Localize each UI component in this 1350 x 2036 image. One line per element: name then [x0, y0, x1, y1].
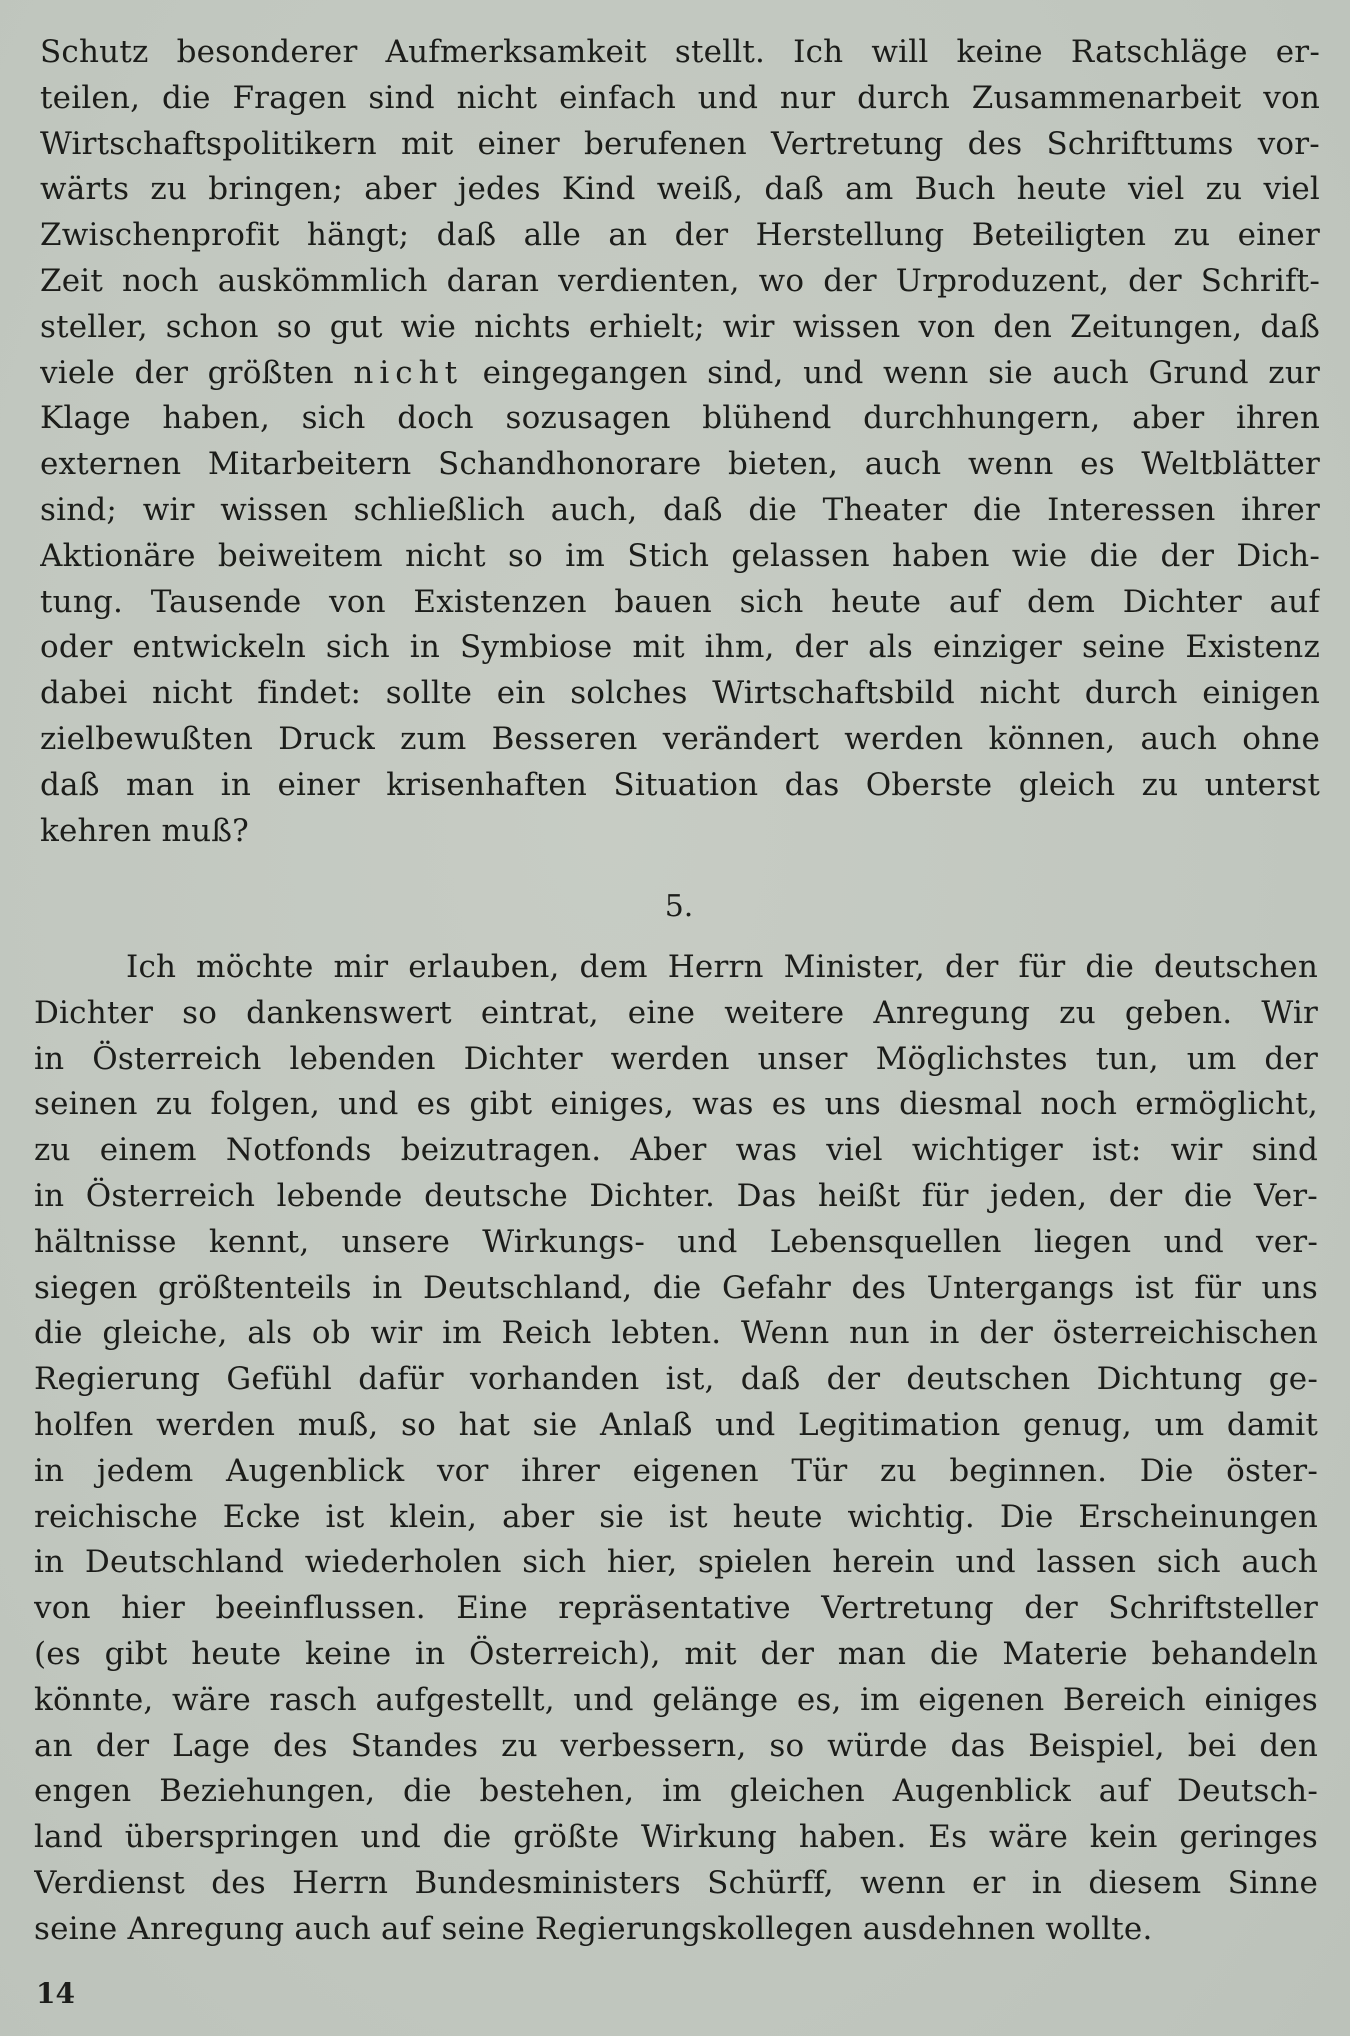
text-line: in Deutschland wiederholen sich hier, spielen herein und lassen sich auch — [34, 1544, 1318, 1581]
text-line: zielbewußten Druck zum Besseren verändert werden können, auch ohne — [40, 720, 1320, 757]
text-line: teilen, die Fragen sind nicht einfach und nur durch Zusammenarbeit von — [40, 79, 1320, 116]
text-line: holfen werden muß, so hat sie Anlaß und Legitimation genug, um damit — [34, 1406, 1318, 1443]
text-line: Verdienst des Herrn Bundesministers Schürff, wenn er in diesem Sinne — [34, 1864, 1318, 1901]
text-line: Aktionäre beiweitem nicht so im Stich gelassen haben wie die der Dich- — [40, 537, 1320, 574]
text-line: dabei nicht findet: sollte ein solches Wirtschaftsbild nicht durch einigen — [40, 675, 1320, 712]
text-line: Klage haben, sich doch sozusagen blühend durchhungern, aber ihren — [40, 400, 1320, 437]
text-line: in Österreich lebenden Dichter werden unser Möglichstes tun, um der — [34, 1040, 1318, 1077]
text-line: Ich möchte mir erlauben, dem Herrn Minister, der für die deutschen — [126, 949, 1318, 985]
text-line: Dichter so dankenswert eintrat, eine weitere Anregung zu geben. Wir — [34, 994, 1318, 1031]
text-line: kehren muß? — [40, 812, 249, 849]
text-line: tung. Tausende von Existenzen bauen sich heute auf dem Dichter auf — [40, 583, 1320, 620]
text-line: hältnisse kennt, unsere Wirkungs- und Lebensquellen liegen und ver- — [34, 1223, 1318, 1260]
text-line: steller, schon so gut wie nichts erhielt; wir wissen von den Zeitungen, daß — [40, 308, 1320, 345]
text-line: seine Anregung auch auf seine Regierungskollegen ausdehnen wollte. — [34, 1910, 1153, 1947]
text-segment: viele der größten — [40, 354, 334, 391]
text-line: Zeit noch auskömmlich daran verdienten, wo der Urproduzent, der Schrift- — [40, 262, 1320, 299]
text-line: siegen größtenteils in Deutschland, die Gefahr des Untergangs ist für uns — [34, 1269, 1318, 1306]
text-line: in Österreich lebende deutsche Dichter. Das heißt für jeden, der die Ver- — [34, 1177, 1318, 1214]
text-line: an der Lage des Standes zu verbessern, so würde das Beispiel, bei den — [34, 1727, 1318, 1764]
text-line: sind; wir wissen schließlich auch, daß die Theater die Interessen ihrer — [40, 491, 1320, 528]
text-line: Regierung Gefühl dafür vorhanden ist, daß der deutschen Dichtung ge- — [34, 1361, 1318, 1398]
text-line: in jedem Augenblick vor ihrer eigenen Tür zu beginnen. Die öster- — [34, 1452, 1318, 1489]
text-line: reichische Ecke ist klein, aber sie ist heute wichtig. Die Erscheinungen — [34, 1498, 1318, 1535]
text-line: externen Mitarbeitern Schandhonorare bieten, auch wenn es Weltblätter — [40, 446, 1320, 483]
text-segment: eingegangen sind, und wenn sie auch Grund zur — [482, 354, 1320, 391]
text-line: Schutz besonderer Aufmerksamkeit stellt. Ich will keine Ratschläge er- — [40, 34, 1320, 70]
text-line: könnte, wäre rasch aufgestellt, und gelänge es, im eigenen Bereich einiges — [34, 1681, 1318, 1718]
text-line: wärts zu bringen; aber jedes Kind weiß, daß am Buch heute viel zu viel — [40, 171, 1320, 208]
text-line: die gleiche, als ob wir im Reich lebten. Wenn nun in der österreichischen — [34, 1315, 1318, 1352]
text-line: Zwischenprofit hängt; daß alle an der Herstellung Beteiligten zu einer — [40, 217, 1320, 254]
paragraph-1 — [40, 30, 1320, 854]
page-number: 14 — [36, 1977, 75, 2010]
text-line-with-emphasis — [40, 351, 1320, 397]
section-number: 5. — [664, 889, 694, 924]
text-line: zu einem Notfonds beizutragen. Aber was viel wichtiger ist: wir sind — [34, 1132, 1318, 1169]
text-line: daß man in einer krisenhaften Situation das Oberste gleich zu unterst — [40, 766, 1320, 803]
text-line: (es gibt heute keine in Österreich), mit der man die Materie behandeln — [34, 1635, 1318, 1672]
text-line: Wirtschaftspolitikern mit einer berufenen Vertretung des Schrifttums vor- — [40, 125, 1320, 162]
text-line: seinen zu folgen, und es gibt einiges, was es uns diesmal noch ermöglicht, — [34, 1086, 1318, 1123]
text-line: engen Beziehungen, die bestehen, im gleichen Augenblick auf Deutsch- — [34, 1773, 1318, 1810]
paragraph-2 — [34, 945, 1318, 1953]
text-line: von hier beeinflussen. Eine repräsentative Vertretung der Schriftsteller — [34, 1590, 1318, 1627]
spaced-emphasis-word: nicht — [353, 354, 464, 391]
text-line: land überspringen und die größte Wirkung haben. Es wäre kein geringes — [34, 1819, 1318, 1856]
text-line: oder entwickeln sich in Symbiose mit ihm, der als einziger seine Existenz — [40, 629, 1320, 666]
